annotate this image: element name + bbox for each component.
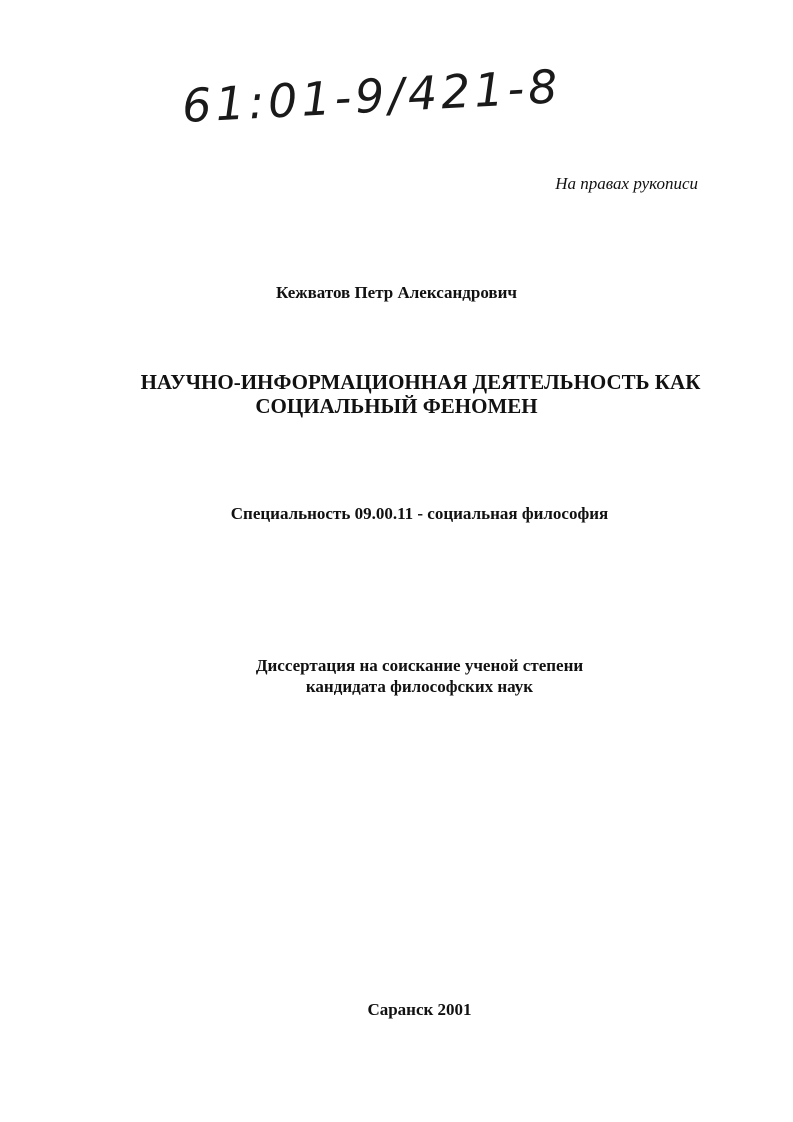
degree-line-2: кандидата философских наук	[305, 677, 534, 696]
city-and-year: Саранск 2001	[367, 1000, 472, 1019]
dissertation-title	[0, 370, 793, 418]
specialty-line: Специальность 09.00.11 - социальная философия	[230, 504, 609, 523]
handwritten-archive-code	[180, 59, 563, 148]
degree-statement	[0, 655, 793, 697]
handwritten-code-text: 61:01-9/421-8	[180, 59, 563, 133]
manuscript-rights-note: На правах рукописи	[555, 174, 698, 193]
handwritten-code-graphic	[180, 59, 563, 148]
title-line-1: НАУЧНО-ИНФОРМАЦИОННАЯ ДЕЯТЕЛЬНОСТЬ КАК	[140, 370, 701, 394]
degree-line-1: Диссертация на соискание ученой степени	[255, 656, 584, 675]
author-name: Кежватов Петр Александрович	[276, 283, 517, 302]
title-line-2: СОЦИАЛЬНЫЙ ФЕНОМЕН	[255, 394, 538, 418]
